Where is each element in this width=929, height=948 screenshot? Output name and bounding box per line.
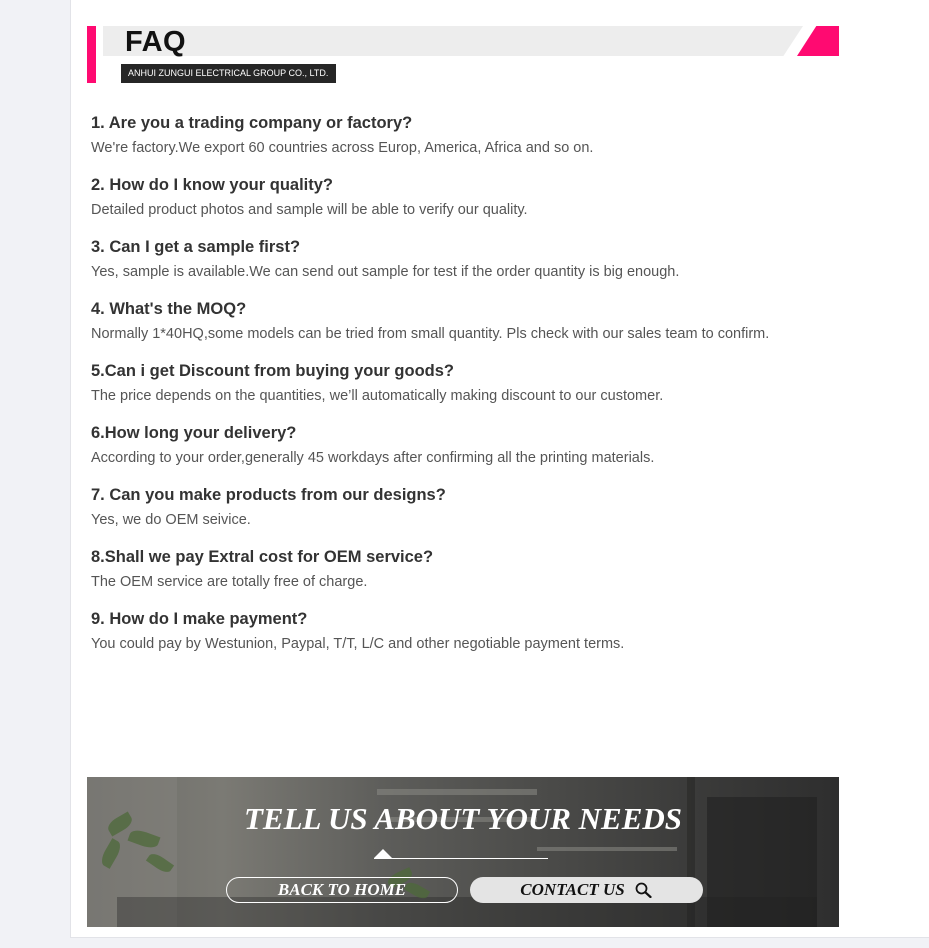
cta-title: TELL US ABOUT YOUR NEEDS <box>243 801 683 836</box>
faq-question: 9. How do I make payment? <box>91 610 308 628</box>
faq-answer: Yes, we do OEM seivice. <box>91 512 251 528</box>
triangle-marker <box>374 849 392 858</box>
header-slash-decoration <box>797 26 839 56</box>
search-icon <box>635 882 653 898</box>
faq-item <box>91 608 811 656</box>
faq-item <box>91 546 811 594</box>
back-to-home-button[interactable]: BACK TO HOME <box>226 877 458 903</box>
faq-question: 2. How do I know your quality? <box>91 176 334 194</box>
faq-question: 6.How long your delivery? <box>91 424 297 442</box>
page-title: FAQ <box>125 26 187 58</box>
faq-item <box>91 298 811 346</box>
header-band <box>103 26 803 56</box>
divider-line <box>374 858 548 859</box>
faq-answer: Yes, sample is available.We can send out sample for test if the order quantity is big enough. <box>91 264 680 280</box>
faq-item <box>91 236 811 284</box>
faq-answer: We're factory.We export 60 countries across Europ, America, Africa and so on. <box>91 140 594 156</box>
faq-question: 1. Are you a trading company or factory? <box>91 114 413 132</box>
faq-question: 4. What's the MOQ? <box>91 300 247 318</box>
faq-list <box>91 112 811 670</box>
faq-item <box>91 174 811 222</box>
faq-answer: You could pay by Westunion, Paypal, T/T, L/C and other negotiable payment terms. <box>91 636 625 652</box>
contact-us-button[interactable] <box>470 877 703 903</box>
faq-item <box>91 422 811 470</box>
company-badge: ANHUI ZUNGUI ELECTRICAL GROUP CO., LTD. <box>121 64 336 83</box>
faq-answer: The price depends on the quantities, we’ll automatically making discount to our customer. <box>91 388 664 404</box>
background-shelf <box>377 789 537 795</box>
faq-question: 3. Can I get a sample first? <box>91 238 301 256</box>
faq-answer: The OEM service are totally free of charge. <box>91 574 368 590</box>
faq-item <box>91 112 811 160</box>
faq-question: 5.Can i get Discount from buying your goods? <box>91 362 455 380</box>
contact-us-label: CONTACT US <box>520 880 625 899</box>
contact-banner <box>87 777 839 927</box>
faq-question: 8.Shall we pay Extral cost for OEM service? <box>91 548 434 566</box>
faq-item <box>91 484 811 532</box>
background-shelf <box>537 847 677 851</box>
faq-answer: Normally 1*40HQ,some models can be tried from small quantity. Pls check with our sales team to confirm. <box>91 326 770 342</box>
faq-item <box>91 360 811 408</box>
faq-answer: According to your order,generally 45 workdays after confirming all the printing materials. <box>91 450 655 466</box>
accent-bar <box>87 26 96 83</box>
faq-answer: Detailed product photos and sample will be able to verify our quality. <box>91 202 528 218</box>
background-counter <box>117 897 817 927</box>
faq-header <box>87 26 839 83</box>
faq-question: 7. Can you make products from our designs? <box>91 486 446 504</box>
